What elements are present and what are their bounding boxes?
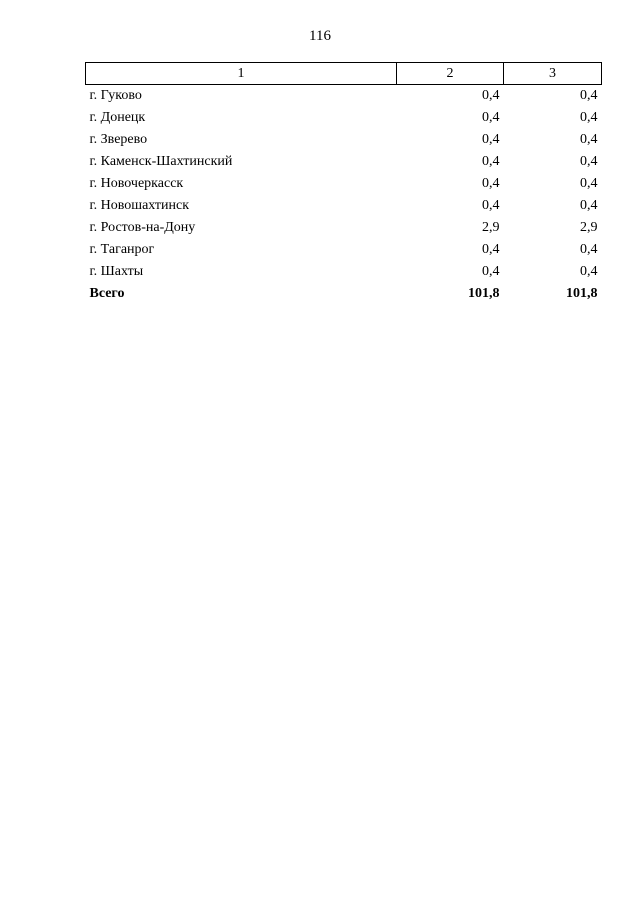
row-value-col3: 0,4	[580, 242, 598, 257]
table-row	[86, 151, 602, 173]
table-row	[86, 173, 602, 195]
row-value-col2: 0,4	[482, 198, 500, 213]
column-header-2: 2	[397, 63, 504, 85]
row-value-col3: 0,4	[580, 176, 598, 191]
row-value-col3: 0,4	[580, 154, 598, 169]
row-value-col3: 0,4	[580, 110, 598, 125]
table-row	[86, 261, 602, 283]
row-name-cell: г. Таганрог	[89, 242, 155, 257]
row-name-cell: г. Каменск-Шахтинский	[89, 154, 233, 169]
total-label: Всего	[89, 286, 125, 301]
row-name-cell: г. Донецк	[89, 110, 146, 125]
data-table	[85, 62, 602, 305]
row-name-cell: г. Новошахтинск	[89, 198, 190, 213]
page-number: 116	[309, 28, 331, 44]
row-value-col2: 0,4	[482, 242, 500, 257]
row-value-col2: 0,4	[482, 88, 500, 103]
table-header-row	[86, 63, 602, 85]
table-row	[86, 217, 602, 239]
row-value-col3: 0,4	[580, 198, 598, 213]
table-row	[86, 195, 602, 217]
row-value-col3: 0,4	[580, 88, 598, 103]
column-header-1: 1	[86, 63, 397, 85]
row-name-cell: г. Ростов-на-Дону	[89, 220, 196, 235]
row-value-col2: 0,4	[482, 132, 500, 147]
row-value-col2: 2,9	[482, 220, 500, 235]
table-row	[86, 107, 602, 129]
table-row	[86, 129, 602, 151]
row-name-cell: г. Новочеркасск	[89, 176, 184, 191]
row-value-col3: 0,4	[580, 264, 598, 279]
row-value-col2: 0,4	[482, 154, 500, 169]
row-value-col2: 0,4	[482, 110, 500, 125]
row-name-cell: г. Шахты	[89, 264, 144, 279]
table-row	[86, 85, 602, 108]
row-value-col3: 2,9	[580, 220, 598, 235]
row-value-col2: 0,4	[482, 264, 500, 279]
row-name-cell: г. Зверево	[89, 132, 148, 147]
row-value-col3: 0,4	[580, 132, 598, 147]
row-value-col2: 0,4	[482, 176, 500, 191]
row-name-cell: г. Гуково	[89, 88, 142, 103]
total-value-col3: 101,8	[566, 286, 598, 301]
column-header-3: 3	[504, 63, 602, 85]
total-value-col2: 101,8	[468, 286, 500, 301]
table-row	[86, 239, 602, 261]
total-row	[86, 283, 602, 305]
